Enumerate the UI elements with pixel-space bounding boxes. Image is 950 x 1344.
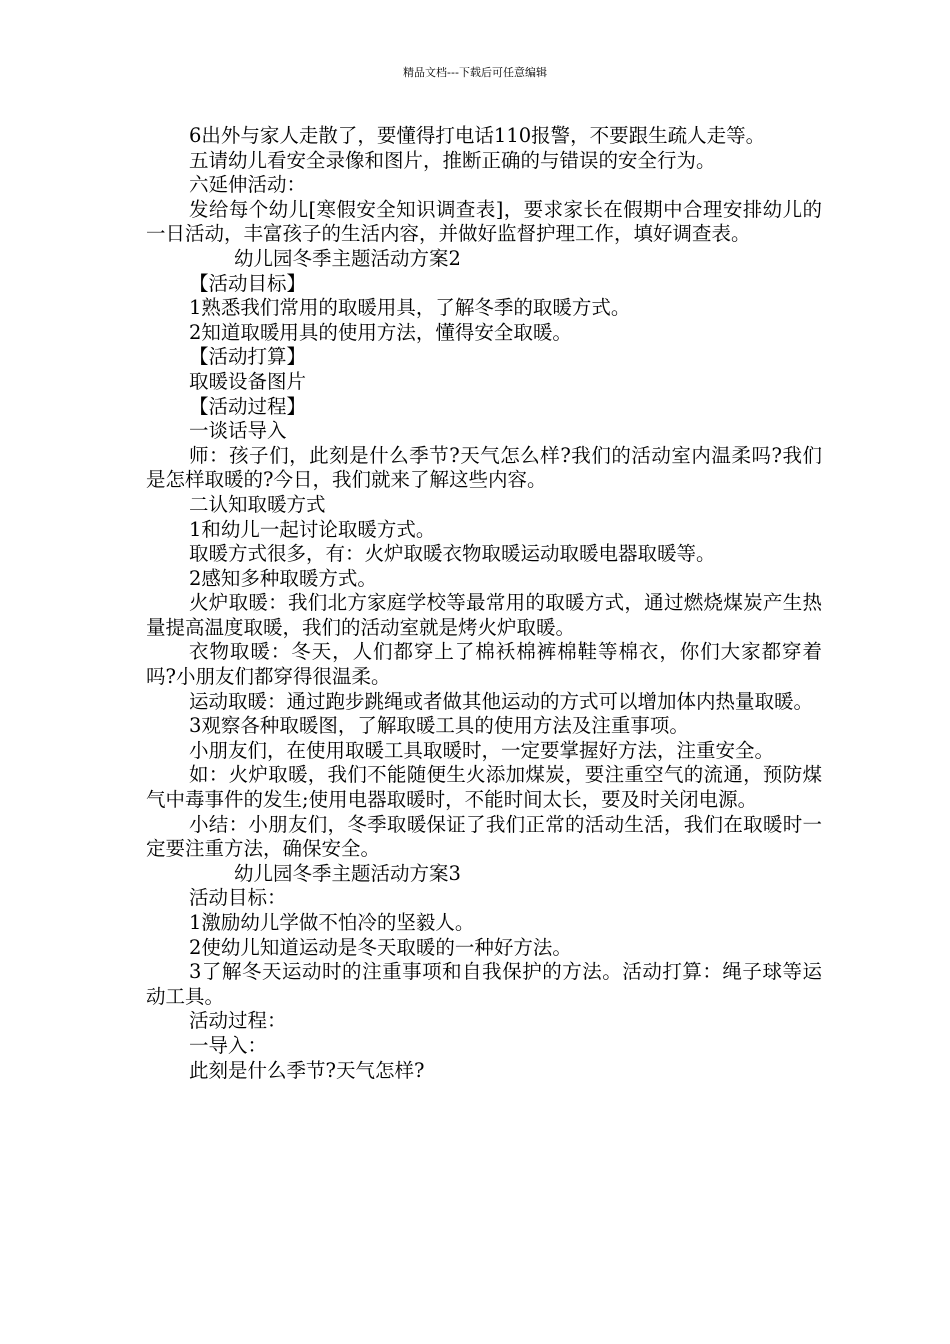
page-header: 精品文档---下载后可任意编辑 — [403, 66, 547, 79]
paragraph: 小朋友们，在使用取暖工具取暖时，一定要掌握好方法，注重安全。 — [189, 738, 775, 762]
document-body — [146, 124, 822, 1083]
paragraph: 1熟悉我们常用的取暖用具，了解冬季的取暖方式。 — [189, 296, 631, 320]
paragraph: 取暖方式很多，有：火炉取暖衣物取暖运动取暖电器取暖等。 — [189, 542, 716, 566]
paragraph: 小结：小朋友们，冬季取暖保证了我们正常的活动生活，我们在取暖时一定要注重方法，确保安全。 — [146, 812, 822, 861]
section-title: 幼儿园冬季主题活动方案3 — [234, 861, 461, 885]
paragraph: 活动过程： — [189, 1009, 287, 1033]
paragraph: 师：孩子们，此刻是什么季节?天气怎么样?我们的活动室内温柔吗?我们是怎样取暖的?今日，我们就来了解这些内容。 — [146, 443, 822, 492]
paragraph: 【活动打算】 — [189, 345, 307, 369]
paragraph: 2使幼儿知道运动是冬天取暖的一种好方法。 — [189, 935, 572, 959]
paragraph: 3了解冬天运动时的注重事项和自我保护的方法。活动打算：绳子球等运动工具。 — [146, 960, 822, 1008]
paragraph: 二认知取暖方式 — [189, 492, 326, 516]
paragraph: 【活动目标】 — [189, 271, 307, 295]
paragraph: 活动目标： — [189, 886, 287, 910]
paragraph: 运动取暖：通过跑步跳绳或者做其他运动的方式可以增加体内热量取暖。 — [189, 689, 814, 713]
paragraph: 火炉取暖：我们北方家庭学校等最常用的取暖方式，通过燃烧煤炭产生热量提高温度取暖，我们的活动室就是烤火炉取暖。 — [146, 591, 822, 639]
paragraph: 一谈话导入 — [189, 419, 287, 443]
section-title: 幼儿园冬季主题活动方案2 — [234, 246, 461, 270]
paragraph: 衣物取暖：冬天，人们都穿上了棉袄棉裤棉鞋等棉衣，你们大家都穿着吗?小朋友们都穿得很温柔。 — [146, 640, 822, 689]
paragraph: 1激励幼儿学做不怕冷的坚毅人。 — [189, 911, 475, 934]
paragraph: 如：火炉取暖，我们不能随便生火添加煤炭，要注重空气的流通，预防煤气中毒事件的发生;使用电器取暖时，不能时间太长，要及时关闭电源。 — [146, 763, 822, 812]
paragraph: 1和幼儿一起讨论取暖方式。 — [189, 517, 436, 541]
paragraph: 发给每个幼儿[寒假安全知识调查表]，要求家长在假期中合理安排幼儿的一日活动，丰富孩子的生活内容，并做好监督护理工作，填好调查表。 — [146, 197, 822, 246]
paragraph: 6出外与家人走散了，要懂得打电话110报警，不要跟生疏人走等。 — [189, 124, 766, 147]
paragraph: 此刻是什么季节?天气怎样? — [189, 1058, 425, 1082]
paragraph: 2知道取暖用具的使用方法，懂得安全取暖。 — [189, 320, 572, 344]
paragraph: 2感知多种取暖方式。 — [189, 566, 377, 590]
paragraph: 取暖设备图片 — [189, 369, 307, 393]
paragraph: 六延伸活动： — [189, 173, 307, 197]
paragraph: 五请幼儿看安全录像和图片，推断正确的与错误的安全行为。 — [189, 148, 716, 172]
paragraph: 一导入： — [189, 1033, 268, 1057]
paragraph: 3观察各种取暖图，了解取暖工具的使用方法及注重事项。 — [189, 714, 689, 738]
paragraph: 【活动过程】 — [189, 394, 307, 418]
